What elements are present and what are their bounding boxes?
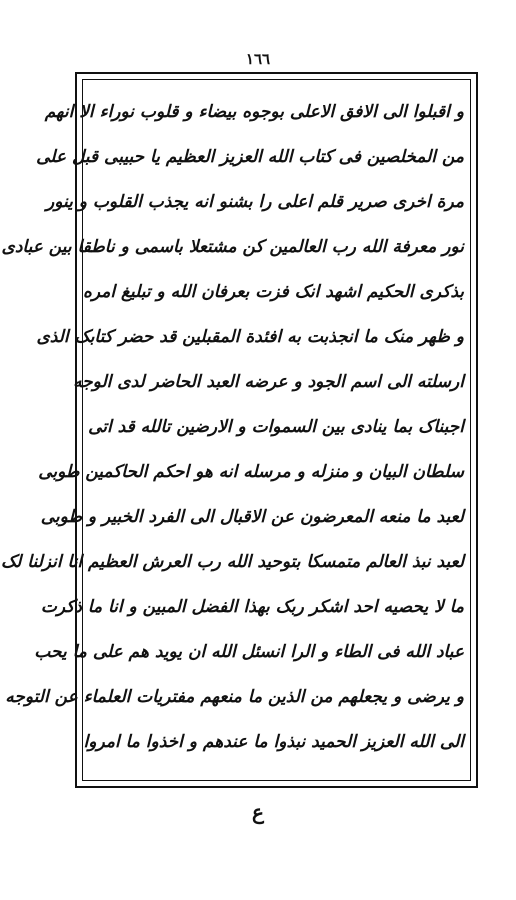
text-line-6: و ظهر منک ما انجذبت به افئدة المقبلین قد حضر کتابک الذی [36, 327, 464, 347]
text-line-10: لعبد ما منعه المعرضون عن الاقبال الی الفرد الخبیر و طوبی [40, 507, 464, 527]
text-line-8: اجبناک بما ینادی بین السموات و الارضین تالله قد اتی [88, 417, 464, 437]
text-line-14: و یرضی و یجعلهم من الذین ما منعهم مفتریات العلماء عن التوجه [5, 687, 464, 707]
text-line-12: ما لا یحصیه احد اشکر ربک بهذا الفضل المبین و انا ما ذکرت [40, 597, 464, 617]
text-line-3: مرة اخری صریر قلم اعلی را بشنو انه یجذب القلوب و ینور [46, 192, 464, 212]
catchword: ع [252, 800, 264, 824]
text-line-5: بذکری الحکیم اشهد انک فزت بعرفان الله و تبلیغ امره [82, 282, 464, 302]
text-line-7: ارسلته الی اسم الجود و عرضه العبد الحاضر لدی الوجه [73, 372, 464, 392]
text-line-9: سلطان البیان و منزله و مرسله انه هو احکم الحاکمین طوبی [38, 462, 464, 482]
text-line-4: نور معرفة الله رب العالمین کن مشتعلا باسمی و ناطقا بین عبادی [1, 237, 464, 257]
page-number: ١٦٦ [245, 50, 271, 68]
text-line-1: و اقبلوا الی الافق الاعلی بوجوه بیضاء و قلوب نوراء الا انهم [44, 102, 464, 122]
text-line-11: لعبد نبذ العالم متمسکا بتوحید الله رب العرش العظیم انا انزلنا لک [0, 552, 464, 572]
manuscript-text-block [0, 92, 464, 772]
text-line-15: الی الله العزیز الحمید نبذوا ما عندهم و اخذوا ما امروا [83, 732, 464, 752]
text-line-2: من المخلصین فی کتاب الله العزیز العظیم یا حبیبی قبل علی [36, 147, 464, 167]
text-line-13: عباد الله فی الطاء و الرا انسئل الله ان یوید هم علی ما یحب [34, 642, 464, 662]
